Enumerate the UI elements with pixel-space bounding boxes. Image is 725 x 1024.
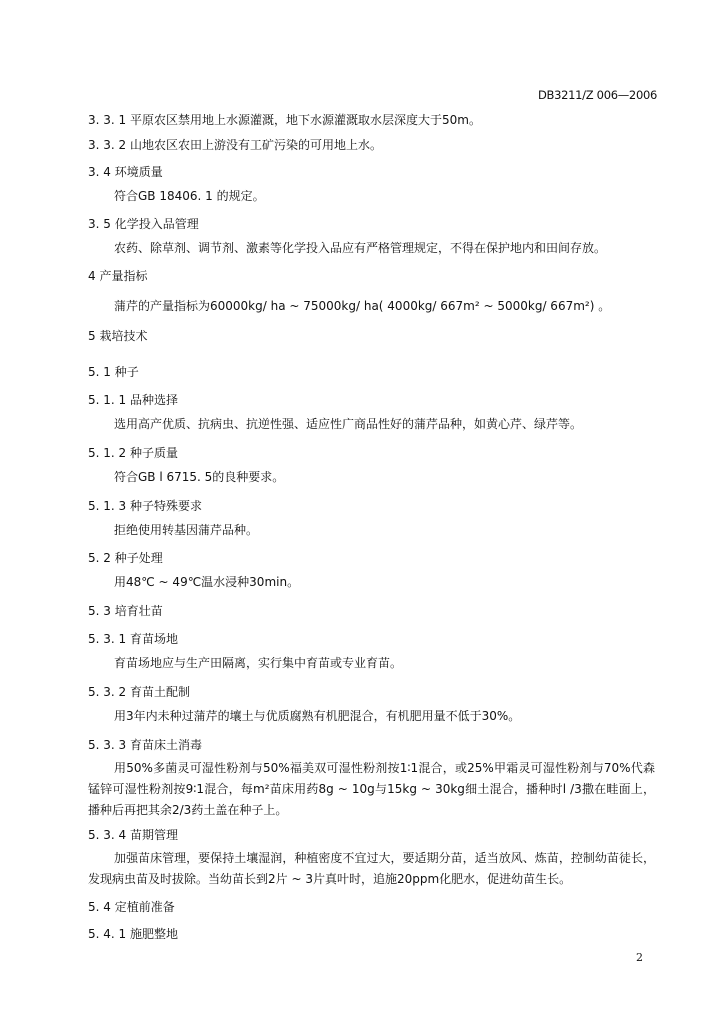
document-code: DB3211/Z 006—2006 [537, 88, 657, 102]
section-heading: 5. 1. 3 种子特殊要求 [88, 499, 202, 513]
section-5 [88, 326, 655, 346]
section-body: 拒绝使用转基因蒲芹品种。 [114, 523, 259, 537]
section-paragraph: 用50%多菌灵可湿性粉剂与50%福美双可湿性粉剂按1∶1混合，或25%甲霜灵可湿性粉剂与70%代森锰锌可湿性粉剂按9∶1混合，每m²苗床用药8g ~ 10g与15kg ~ 30kg细土混合，播种时l /3撒在畦面上，播种后再把其余2/3药土盖在种子上。 [88, 761, 655, 817]
section-5-1 [88, 362, 655, 382]
section-3-5 [88, 214, 655, 258]
section-3-3-2 [88, 135, 655, 155]
section-heading: 3. 3. 2 山地农区农田上游没有工矿污染的可用地上水。 [88, 138, 382, 152]
section-heading: 4 产量指标 [88, 269, 148, 283]
section-5-3-3 [88, 735, 655, 821]
section-heading: 5. 3. 1 育苗场地 [88, 632, 178, 646]
section-5-1-1 [88, 390, 655, 434]
section-heading: 3. 5 化学投入品管理 [88, 217, 199, 231]
section-3-4 [88, 162, 655, 206]
section-heading: 5 栽培技术 [88, 329, 148, 343]
section-5-4 [88, 897, 655, 917]
section-heading: 5. 3 培育壮苗 [88, 604, 163, 618]
section-body: 符合GB 18406. 1 的规定。 [114, 189, 265, 203]
section-heading: 3. 4 环境质量 [88, 165, 163, 179]
section-body: 蒲芹的产量指标为60000kg/ ha ~ 75000kg/ ha( 4000kg/ 667m² ~ 5000kg/ 667m²) 。 [114, 299, 611, 313]
section-5-3-4 [88, 825, 655, 890]
section-heading: 5. 4. 1 施肥整地 [88, 927, 178, 941]
section-heading: 5. 1 种子 [88, 365, 139, 379]
section-5-3 [88, 601, 655, 621]
section-heading: 5. 3. 4 苗期管理 [88, 828, 178, 842]
section-body: 农药、除草剂、调节剂、激素等化学投入品应有严格管理规定，不得在保护地内和田间存放。 [114, 241, 607, 255]
section-4 [88, 266, 655, 316]
section-heading: 5. 3. 3 育苗床土消毒 [88, 738, 202, 752]
section-5-3-2 [88, 682, 655, 726]
section-heading: 5. 1. 1 品种选择 [88, 393, 178, 407]
section-paragraph: 加强苗床管理，要保持土壤湿润，种植密度不宜过大，要适期分苗，适当放风、炼苗，控制幼苗徒长，发现病虫苗及时拔除。当幼苗长到2片 ~ 3片真叶时，追施20ppm化肥水，促进幼苗生长。 [88, 851, 655, 886]
section-5-1-3 [88, 496, 655, 540]
section-body: 用48℃ ~ 49℃温水浸种30min。 [114, 575, 300, 589]
section-heading: 5. 2 种子处理 [88, 551, 163, 565]
section-heading: 5. 4 定植前准备 [88, 900, 175, 914]
section-heading: 5. 1. 2 种子质量 [88, 446, 178, 460]
section-heading: 5. 3. 2 育苗土配制 [88, 685, 190, 699]
section-heading: 3. 3. 1 平原农区禁用地上水源灌溉，地下水源灌溉取水层深度大于50m。 [88, 113, 481, 127]
section-5-2 [88, 548, 655, 592]
section-body: 育苗场地应与生产田隔离，实行集中育苗或专业育苗。 [114, 656, 403, 670]
section-5-3-1 [88, 629, 655, 673]
section-5-4-1 [88, 924, 655, 944]
section-body: 符合GB l 6715. 5的良种要求。 [114, 470, 285, 484]
section-5-1-2 [88, 443, 655, 487]
section-body: 用3年内未种过蒲芹的壤土与优质腐熟有机肥混合，有机肥用量不低于30%。 [114, 709, 521, 723]
section-body: 选用高产优质、抗病虫、抗逆性强、适应性广商品性好的蒲芹品种，如黄心芹、绿芹等。 [114, 417, 583, 431]
page-number: 2 [636, 951, 643, 964]
section-3-3-1 [88, 110, 655, 130]
